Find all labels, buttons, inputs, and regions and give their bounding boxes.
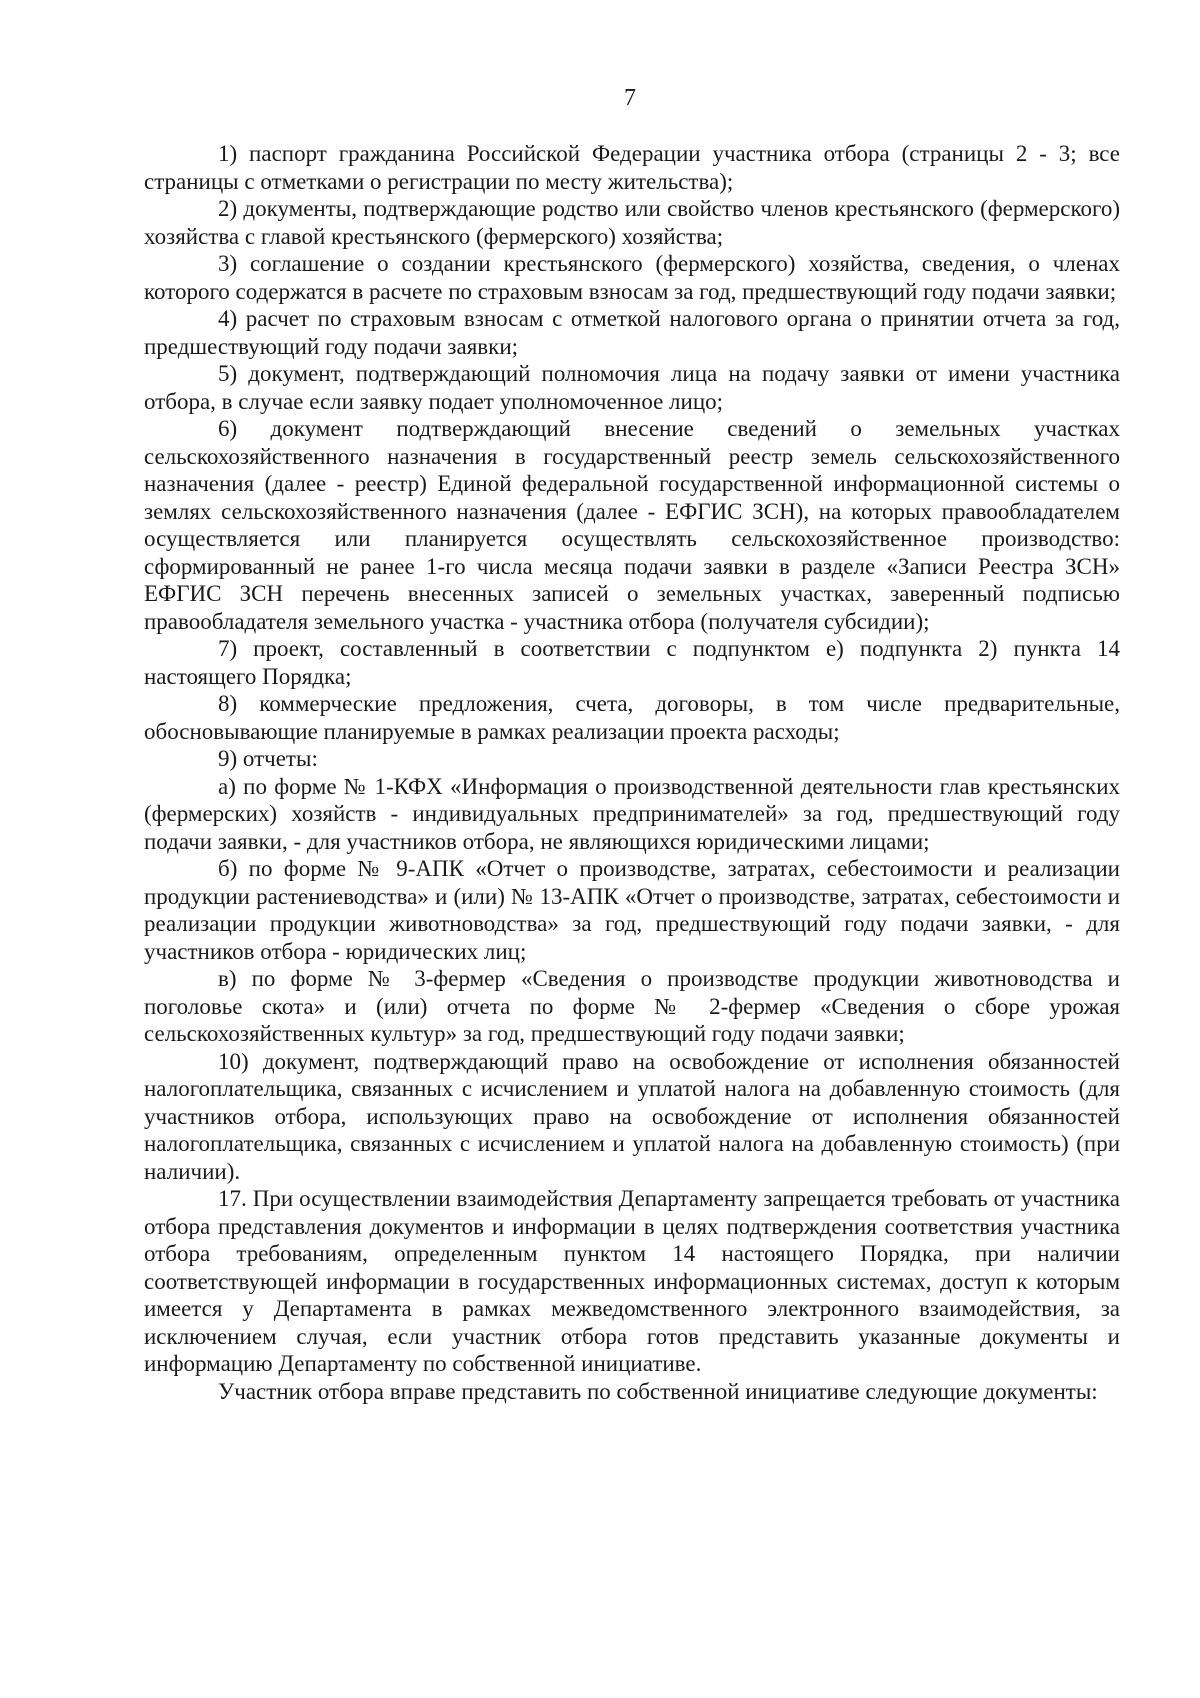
paragraph-item-5: 5) документ, подтверждающий полномочия лица на подачу заявки от имени участника отбора, в случае если заявку подает уполномоченное лицо; [144, 361, 1120, 414]
paragraph-item-1: 1) паспорт гражданина Российской Федерации участника отбора (страницы 2 - 3; все страницы с отметками о регистрации по месту жительства); [144, 141, 1120, 194]
paragraph-item-9a: а) по форме № 1-КФХ «Информация о производственной деятельности глав крестьянских (фермерских) хозяйств - индивидуальных предпринимателей» за год, предшествующий году подачи заявки, - для участников отбора, не являющихся юридическими лицами; [144, 773, 1120, 854]
paragraph-item-3: 3) соглашение о создании крестьянского (фермерского) хозяйства, сведения, о членах которого содержатся в расчете по страховым взносам за год, предшествующий году подачи заявки; [144, 251, 1120, 304]
paragraph-item-9v: в) по форме № 3-фермер «Сведения о производстве продукции животноводства и поголовье скота» и (или) отчета по форме № 2-фермер «Сведения о сборе урожая сельскохозяйственных культур» за год, предшествующий году подачи заявки; [144, 966, 1120, 1046]
paragraph-item-4: 4) расчет по страховым взносам с отметкой налогового органа о принятии отчета за год, предшествующий году подачи заявки; [144, 306, 1120, 359]
paragraph-item-8: 8) коммерческие предложения, счета, договоры, в том числе предварительные, обосновывающие планируемые в рамках реализации проекта расходы; [144, 691, 1120, 744]
paragraph-optional-documents: Участник отбора вправе представить по собственной инициативе следующие документы: [218, 1378, 1098, 1404]
paragraph-item-2: 2) документы, подтверждающие родство или свойство членов крестьянского (фермерского) хозяйства с главой крестьянского (фермерского) хозяйства; [144, 196, 1120, 249]
page-number: 7 [624, 85, 636, 111]
paragraph-clause-17: 17. При осуществлении взаимодействия Департаменту запрещается требовать от участника отбора представления документов и информации в целях подтверждения соответствия участника отбора требованиям, определенным пунктом 14 настоящего Порядка, при наличии соответствующей информации в государственных информационных системах, доступ к которым имеется у Департамента в рамках межведомственного электронного взаимодействия, за исключением случая, если участник отбора готов представить указанные документы и информацию Департаменту по собственной инициативе. [144, 1186, 1120, 1376]
paragraph-item-10: 10) документ, подтверждающий право на освобождение от исполнения обязанностей налогоплательщика, связанных с исчислением и уплатой налога на добавленную стоимость (для участников отбора, использующих право на освобождение от исполнения обязанностей налогоплательщика, связанных с исчислением и уплатой налога на добавленную стоимость) (при наличии). [144, 1048, 1120, 1184]
document-body [144, 140, 1120, 1405]
paragraph-item-9: 9) отчеты: [218, 746, 318, 771]
paragraph-item-9b: б) по форме № 9-АПК «Отчет о производстве, затратах, себестоимости и реализации продукции растениеводства» и (или) № 13-АПК «Отчет о производстве, затратах, себестоимости и реализации продукции животноводства» за год, предшествующий году подачи заявки, - для участников отбора - юридических лиц; [144, 856, 1120, 964]
paragraph-item-6: 6) документ подтверждающий внесение сведений о земельных участках сельскохозяйственного назначения в государственный реестр земель сельскохозяйственного назначения (далее - реестр) Единой федеральной государственной информационной системы о землях сельскохозяйственного назначения (далее - ЕФГИС ЗСН), на которых правообладателем осуществляется или планируется осуществлять сельскохозяйственное производство: сформированный не ранее 1-го числа месяца подачи заявки в разделе «Записи Реестра ЗСН» ЕФГИС ЗСН перечень внесенных записей о земельных участках, заверенный подписью правообладателя земельного участка - участника отбора (получателя субсидии); [144, 416, 1120, 634]
paragraph-item-7: 7) проект, составленный в соответствии с подпунктом е) подпункта 2) пункта 14 настоящего Порядка; [144, 636, 1120, 689]
